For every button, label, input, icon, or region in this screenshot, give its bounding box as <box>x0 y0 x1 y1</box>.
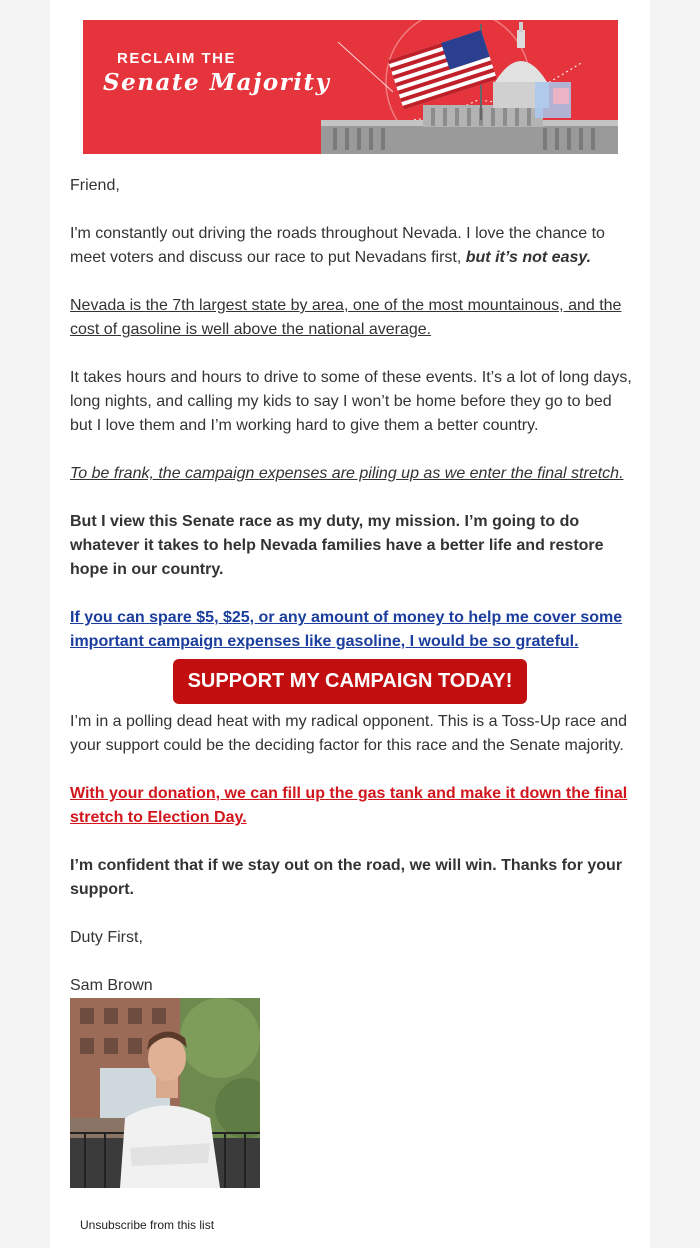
unsubscribe-link[interactable]: Unsubscribe from this list <box>80 1218 215 1232</box>
paragraph-4: To be frank, the campaign expenses are piling up as we enter the final stretch. <box>70 465 624 482</box>
paragraph-5: But I view this Senate race as my duty, my mission. I’m going to do whatever it takes to help Nevada families have a better life and restore hope in our country. <box>70 513 604 578</box>
paragraph-1-emphasis: but it’s not easy. <box>465 249 592 266</box>
banner-line1: RECLAIM THE <box>117 50 236 67</box>
candidate-portrait <box>70 998 260 1188</box>
paragraph-2: Nevada is the 7th largest state by area, one of the most mountainous, and the cost of gasoline is well above the national average. <box>70 297 622 338</box>
header-banner <box>83 20 618 154</box>
email-card <box>50 0 650 1248</box>
support-campaign-button[interactable]: SUPPORT MY CAMPAIGN TODAY! <box>173 659 527 704</box>
paragraph-9: I’m confident that if we stay out on the road, we will win. Thanks for your support. <box>70 857 623 898</box>
closing: Duty First, <box>70 929 143 946</box>
signature-name: Sam Brown <box>70 977 153 994</box>
paragraph-3: It takes hours and hours to drive to some of these events. It’s a lot of long days, long nights, and calling my kids to say I won’t be home before they go to bed but I love them and I’m working hard to give them a better country. <box>70 369 632 434</box>
paragraph-1 <box>70 222 632 270</box>
donate-link-blue[interactable]: If you can spare $5, $25, or any amount of money to help me cover some important campaign expenses like gasoline, I would be so grateful. <box>70 609 623 650</box>
greeting: Friend, <box>70 177 120 194</box>
paragraph-1-text: I'm constantly out driving the roads throughout Nevada. I love the chance to meet voters and discuss our race to put Nevadans first, <box>70 225 605 266</box>
banner-line2: Senate Majority <box>103 69 331 96</box>
paragraph-7: I’m in a polling dead heat with my radical opponent. This is a Toss-Up race and your support could be the deciding factor for this race and the Senate majority. <box>70 713 628 754</box>
donate-link-red[interactable]: With your donation, we can fill up the gas tank and make it down the final stretch to Election Day. <box>70 785 628 826</box>
candidate-photo <box>70 998 260 1188</box>
